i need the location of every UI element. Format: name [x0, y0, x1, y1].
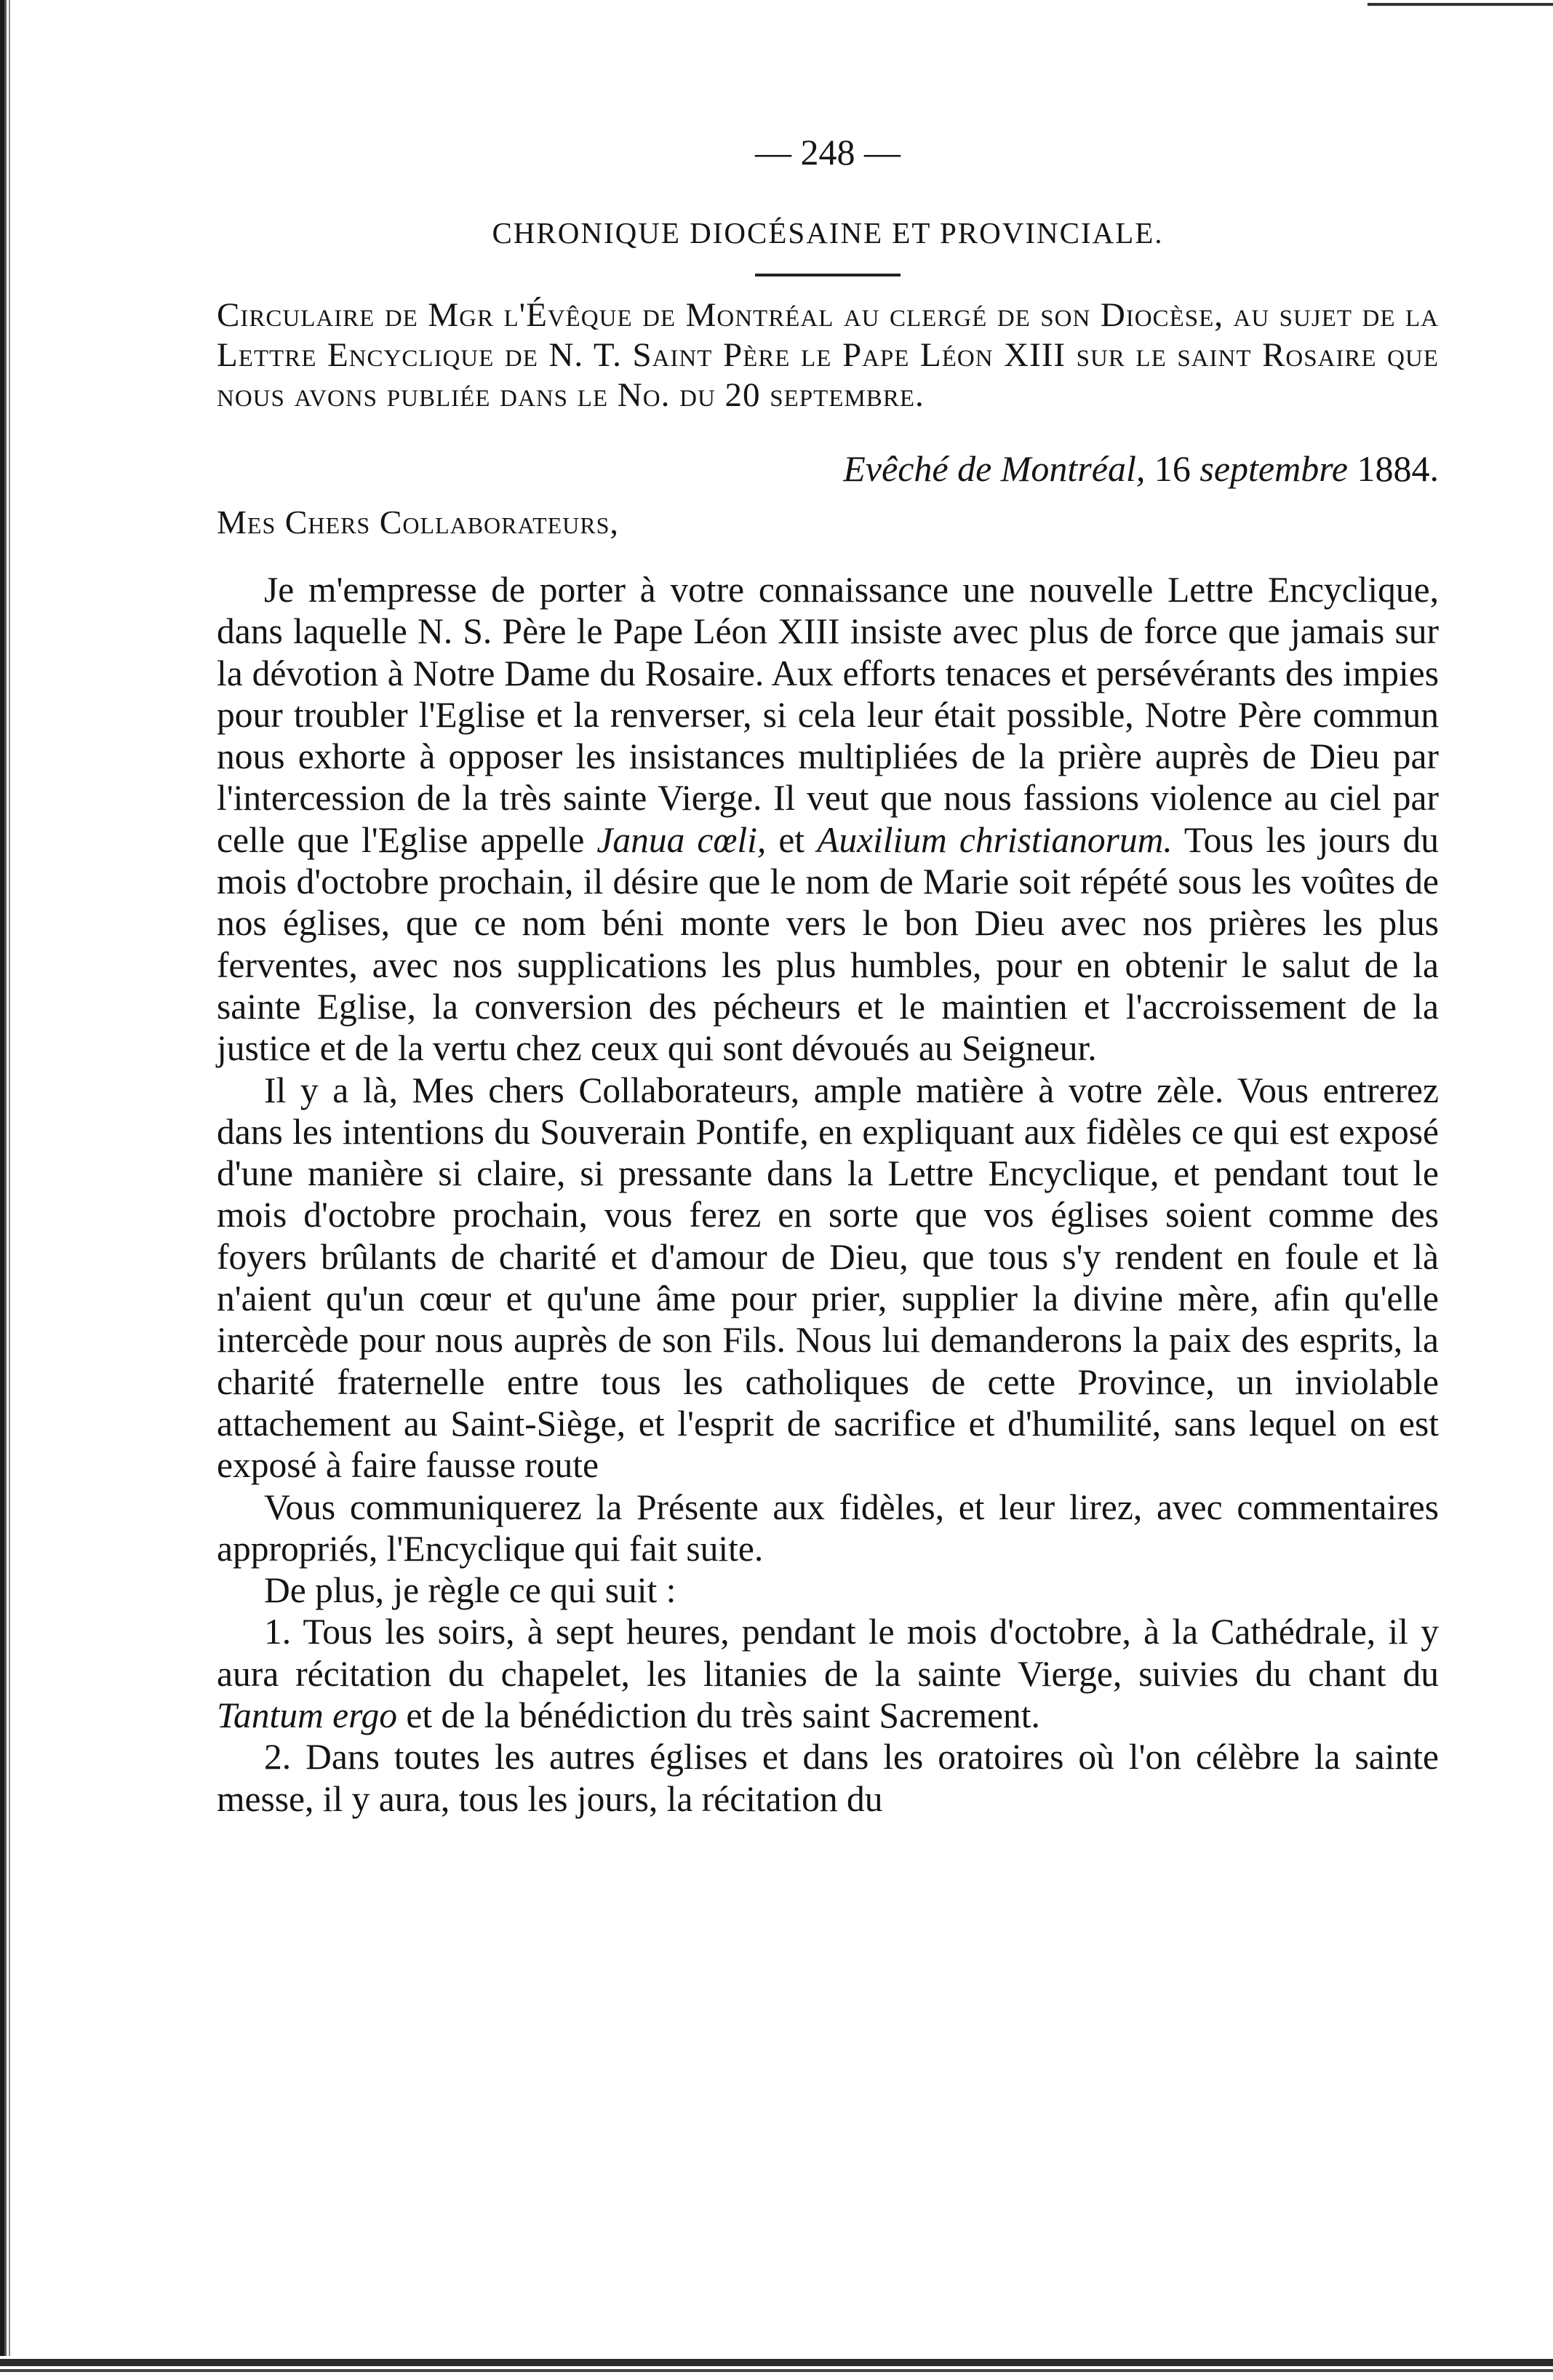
- place-date: [217, 447, 1439, 490]
- chronicle-title: CHRONIQUE DIOCÉSAINE ET PROVINCIALE.: [492, 216, 1164, 250]
- janua-coeli: Janua cœli,: [596, 819, 767, 860]
- date-year: 1884.: [1357, 448, 1439, 489]
- scan-edge-left: [0, 0, 16, 2380]
- page-number: — 248 —: [755, 132, 901, 172]
- salutation: Mes Chers Collaborateurs,: [217, 504, 619, 541]
- paragraph-1-text-b: Tous les jours du mois d'octobre prochain, il désire que le nom de Marie soit répété sous les voûtes de nos églises, que ce nom béni monte vers le bon Dieu avec nos prières les plus ferventes, avec nos supplications les plus humbles, pour en obtenir le salut de la sainte Eglise, la conversion des pécheurs et le maintien et l'accroissement de la justice et de la vertu chez ceux qui sont dévoués au Seigneur.: [217, 819, 1440, 1069]
- document-page: [217, 131, 1439, 1820]
- paragraph-5-text-b: et de la bénédiction du très saint Sacrement.: [406, 1695, 1040, 1736]
- paragraph-5-text-a: 1. Tous les soirs, à sept heures, pendant le mois d'octobre, à la Cathédrale, il y aura récitation du chapelet, les litanies de la sainte Vierge, suivies du chant du: [217, 1612, 1439, 1694]
- paragraph-3: Vous communiquerez la Présente aux fidèles, et leur lirez, avec commentaires appropriés, l'Encyclique qui fait suite.: [217, 1486, 1439, 1569]
- auxilium-christianorum: Auxilium christianorum.: [817, 819, 1173, 860]
- tantum-ergo: Tantum ergo: [217, 1695, 398, 1736]
- place: Evêché de Montréal,: [843, 448, 1146, 489]
- paragraph-1-et: et: [778, 819, 805, 860]
- circular-heading: Circulaire de Mgr l'Évêque de Montréal au clergé de son Diocèse, au sujet de la Lettre Encyclique de N. T. Saint Père le Pape Léon XIII sur le saint Rosaire que nous avons publiée dans le No. du 20 septembre.: [217, 296, 1439, 414]
- date-month: septembre: [1199, 448, 1348, 489]
- date-day: 16: [1154, 448, 1191, 489]
- letter-body: [217, 569, 1439, 1820]
- paragraph-5: [217, 1611, 1439, 1736]
- scan-edge-top: [1368, 0, 1553, 10]
- scan-edge-bottom: [0, 2356, 1553, 2380]
- paragraph-1: [217, 569, 1439, 1070]
- paragraph-2: Il y a là, Mes chers Collaborateurs, ample matière à votre zèle. Vous entrerez dans les intentions du Souverain Pontife, en expliquant aux fidèles ce qui est exposé d'une manière si claire, si pressante dans la Lettre Encyclique, et pendant tout le mois d'octobre prochain, vous ferez en sorte que vos églises soient comme des foyers brûlants de charité et d'amour de Dieu, que tous s'y rendent en foule et là n'aient qu'un cœur et qu'une âme pour prier, supplier la divine mère, afin qu'elle intercède pour nous auprès de son Fils. Nous lui demanderons la paix des esprits, la charité fraternelle entre tous les catholiques de cette Province, un inviolable attachement au Saint-Siège, et l'esprit de sacrifice et d'humilité, sans lequel on est exposé à faire fausse route: [217, 1070, 1439, 1486]
- paragraph-6: 2. Dans toutes les autres églises et dans les oratoires où l'on célèbre la sainte messe, il y aura, tous les jours, la récitation du: [217, 1737, 1439, 1819]
- paragraph-1-text-a: Je m'empresse de porter à votre connaissance une nouvelle Lettre Encyclique, dans laquelle N. S. Père le Pape Léon XIII insiste avec plus de force que jamais sur la dévotion à Notre Dame du Rosaire. Aux efforts tenaces et persévérants des impies pour troubler l'Eglise et la renverser, si cela leur était possible, Notre Père commun nous exhorte à opposer les insistances multipliées de la prière auprès de Dieu par l'intercession de la très sainte Vierge. Il veut que nous fassions violence au ciel par celle que l'Eglise appelle: [217, 570, 1439, 860]
- title-rule: [755, 274, 901, 276]
- paragraph-4: De plus, je règle ce qui suit :: [264, 1570, 676, 1611]
